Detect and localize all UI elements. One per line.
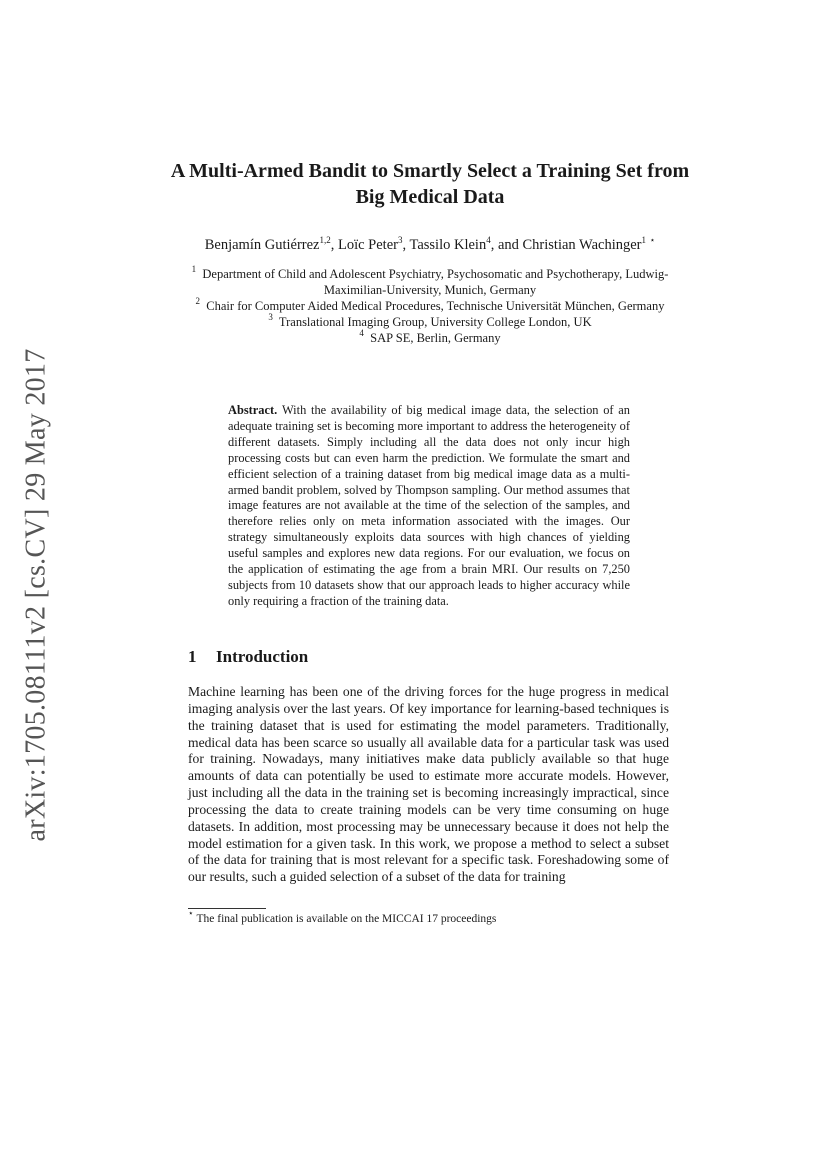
paper-title: A Multi-Armed Bandit to Smartly Select a Training Set from Big Medical Data <box>170 160 690 208</box>
author-name: Christian Wachinger <box>522 237 642 253</box>
author-affiliation-mark: 3 <box>397 235 403 245</box>
section-heading <box>188 647 308 667</box>
author-name: Benjamín Gutiérrez <box>204 237 320 253</box>
arxiv-identifier: arXiv:1705.08111v2 [cs.CV] 29 May 2017 <box>21 348 53 842</box>
footnote-rule <box>188 908 266 909</box>
affiliation <box>170 330 690 346</box>
author-affiliation-mark: 1,2 <box>319 235 331 245</box>
affiliation-mark: 1 <box>191 264 197 274</box>
footnote-mark: ⋆ <box>188 908 194 918</box>
footnote-text: The final publication is available on the MICCAI 17 proceedings <box>196 913 497 925</box>
author-list <box>140 236 720 254</box>
affiliation-text: SAP SE, Berlin, Germany <box>370 331 501 345</box>
affiliation-list <box>170 266 690 346</box>
affiliation-text: Chair for Computer Aided Medical Procedures, Technische Universität München, Germany <box>206 299 665 313</box>
author-footnote-mark: ⋆ <box>649 235 656 245</box>
section-title: Introduction <box>216 647 309 666</box>
section-body: Machine learning has been one of the driving forces for the huge progress in medical imaging analysis over the last years. Of key importance for learning-based techniques is the training dataset that is used for estimating the model parameters. Traditionally, medical data has been scarce so usually all available data for a particular task was used for training. Nowadays, many initiatives make data publicly available so that huge amounts of data can potentially be used to estimate more accurate models. However, just including all the data in the training set is becoming increasingly impractical, since processing the data to create training models can be very time consuming on huge datasets. In addition, most processing may be unnecessary because it does not help the model estimation for a given task. In this work, we propose a method to select a subset of the data for training that is most relevant for a specific task. Foreshadowing some of our results, such a guided selection of a subset of the data for training <box>188 684 669 885</box>
author-name: Tassilo Klein <box>409 237 487 253</box>
affiliation-text: Department of Child and Adolescent Psychiatry, Psychosomatic and Psychotherapy, Ludwig-Maximilian-University, Munich, Germany <box>202 267 669 297</box>
author-affiliation-mark: 4 <box>486 235 491 245</box>
abstract <box>228 403 630 610</box>
author-separator: , <box>402 237 410 253</box>
abstract-label: Abstract. <box>228 403 278 417</box>
section-number: 1 <box>188 647 197 666</box>
affiliation-mark: 4 <box>359 328 364 338</box>
author-separator: , <box>330 237 338 253</box>
affiliation <box>170 298 690 314</box>
abstract-text: With the availability of big medical image data, the selection of an adequate training set is becoming more important to address the heterogeneity of different datasets. Simply including all the data does not only incur high processing costs but can even harm the prediction. We formulate the smart and efficient selection of a training dataset from big medical image data as a multi-armed bandit problem, solved by Thompson sampling. Our method assumes that image features are not available at the time of the selection of the samples, and therefore relies only on meta information associated with the images. Our strategy simultaneously exploits data sources with high chances of yielding useful samples and explores new data regions. For our evaluation, we focus on the application of estimating the age from a brain MRI. Our results on 7,250 subjects from 10 datasets show that our approach leads to higher accuracy while only requiring a fraction of the training data. <box>228 403 630 608</box>
author-name: Loïc Peter <box>337 237 398 253</box>
footnote <box>188 908 497 926</box>
author-separator: , and <box>490 237 523 253</box>
affiliation <box>170 266 690 298</box>
author-affiliation-mark: 1 <box>641 235 646 245</box>
affiliation-mark: 2 <box>195 296 201 306</box>
affiliation-mark: 3 <box>268 312 273 322</box>
arxiv-sidebar <box>22 340 52 850</box>
affiliation <box>170 314 690 330</box>
affiliation-text: Translational Imaging Group, University College London, UK <box>278 315 592 329</box>
